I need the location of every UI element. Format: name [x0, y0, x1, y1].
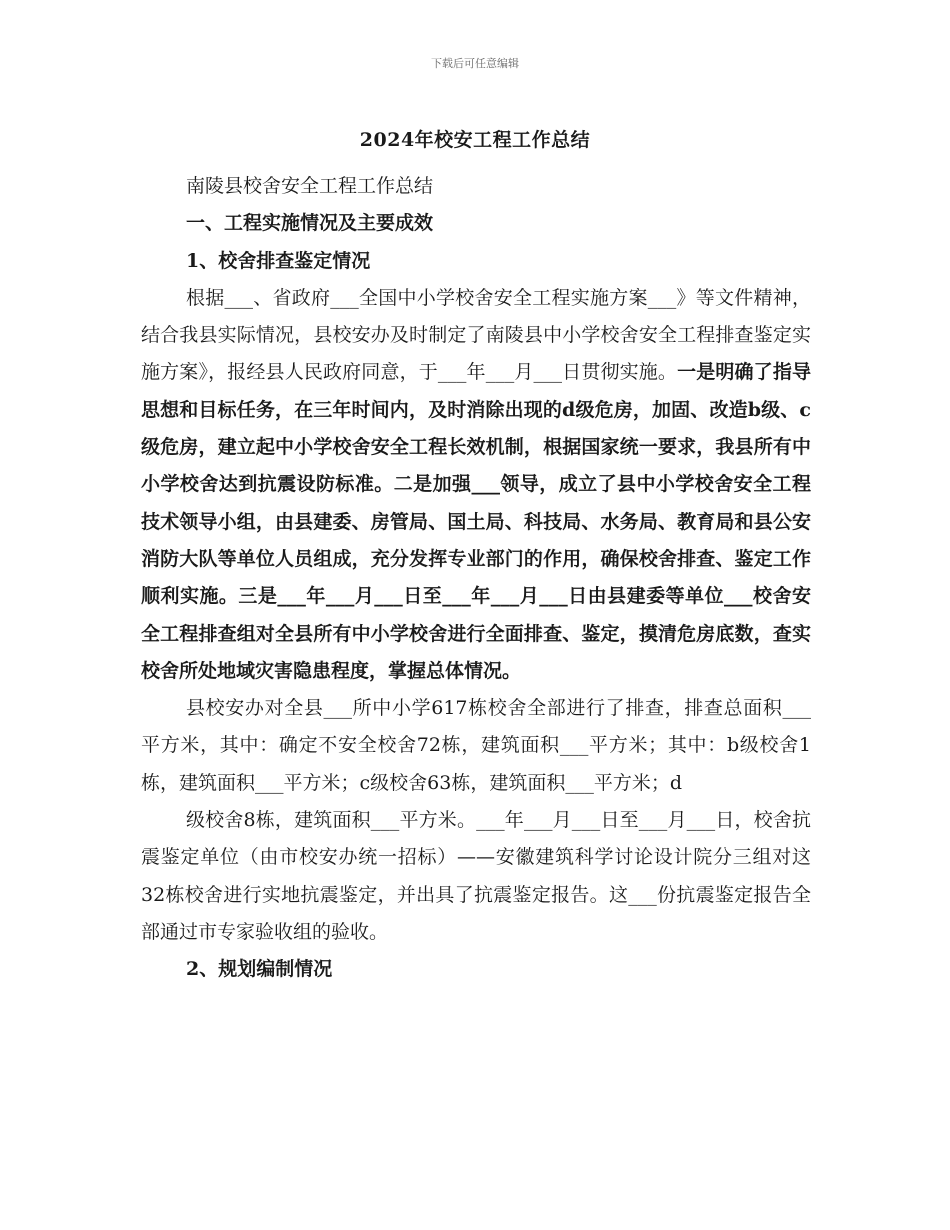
section-heading-1: 一、工程实施情况及主要成效: [186, 212, 434, 235]
paragraph-2: 县校安办对全县___所中小学617栋校舍全部进行了排查，排查总面积___平方米，其中：确定不安全校舍72栋，建筑面积___平方米；其中：b级校舍1栋，建筑面积___平方米；c级校舍63栋，建筑面积___平方米；d: [141, 697, 811, 794]
page-header-note: 下载后可任意编辑: [431, 57, 519, 70]
document-body: [141, 168, 811, 989]
paragraph-1-bold-text: 一是明确了指导思想和目标任务，在三年时间内，及时消除出现的d级危房，加固、改造b级、c级危房，建立起中小学校舍安全工程长效机制，根据国家统一要求，我县所有中小学校舍达到抗震设防标准。二是加强___领导，成立了县中小学校舍安全工程技术领导小组，由县建委、房管局、国土局、科技局、水务局、教育局和县公安消防大队等单位人员组成，充分发挥专业部门的作用，确保校舍排查、鉴定工作顺利实施。三是___年___月___日至___年___月___日由县建委等单位___校舍安全工程排查组对全县所有中小学校舍进行全面排查、鉴定，摸清危房底数，查实校舍所处地域灾害隐患程度，掌握总体情况。: [141, 361, 811, 682]
document-title: 2024年校安工程工作总结: [359, 129, 591, 151]
subsection-heading-2: 2、规划编制情况: [186, 958, 333, 981]
paragraph-1-normal-text: 根据___、省政府___全国中小学校舍安全工程实施方案___》等文件精神，结合我县实际情况，县校安办及时制定了南陵县中小学校舍安全工程排查鉴定实施方案》，报经县人民政府同意，于___年___月___日贯彻实施。: [141, 286, 811, 384]
paragraph-3: 级校舍8栋，建筑面积___平方米。___年___月___日至___月___日，校舍抗震鉴定单位（由市校安办统一招标）——安徽建筑科学讨论设计院分三组对这32栋校舍进行实地抗震鉴定，并出具了抗震鉴定报告。这___份抗震鉴定报告全部通过市专家验收组的验收。: [141, 809, 811, 943]
document-subtitle: 南陵县校舍安全工程工作总结: [186, 175, 434, 197]
paragraph-1: [141, 280, 811, 690]
subsection-heading-1: 1、校舍排查鉴定情况: [186, 249, 371, 272]
